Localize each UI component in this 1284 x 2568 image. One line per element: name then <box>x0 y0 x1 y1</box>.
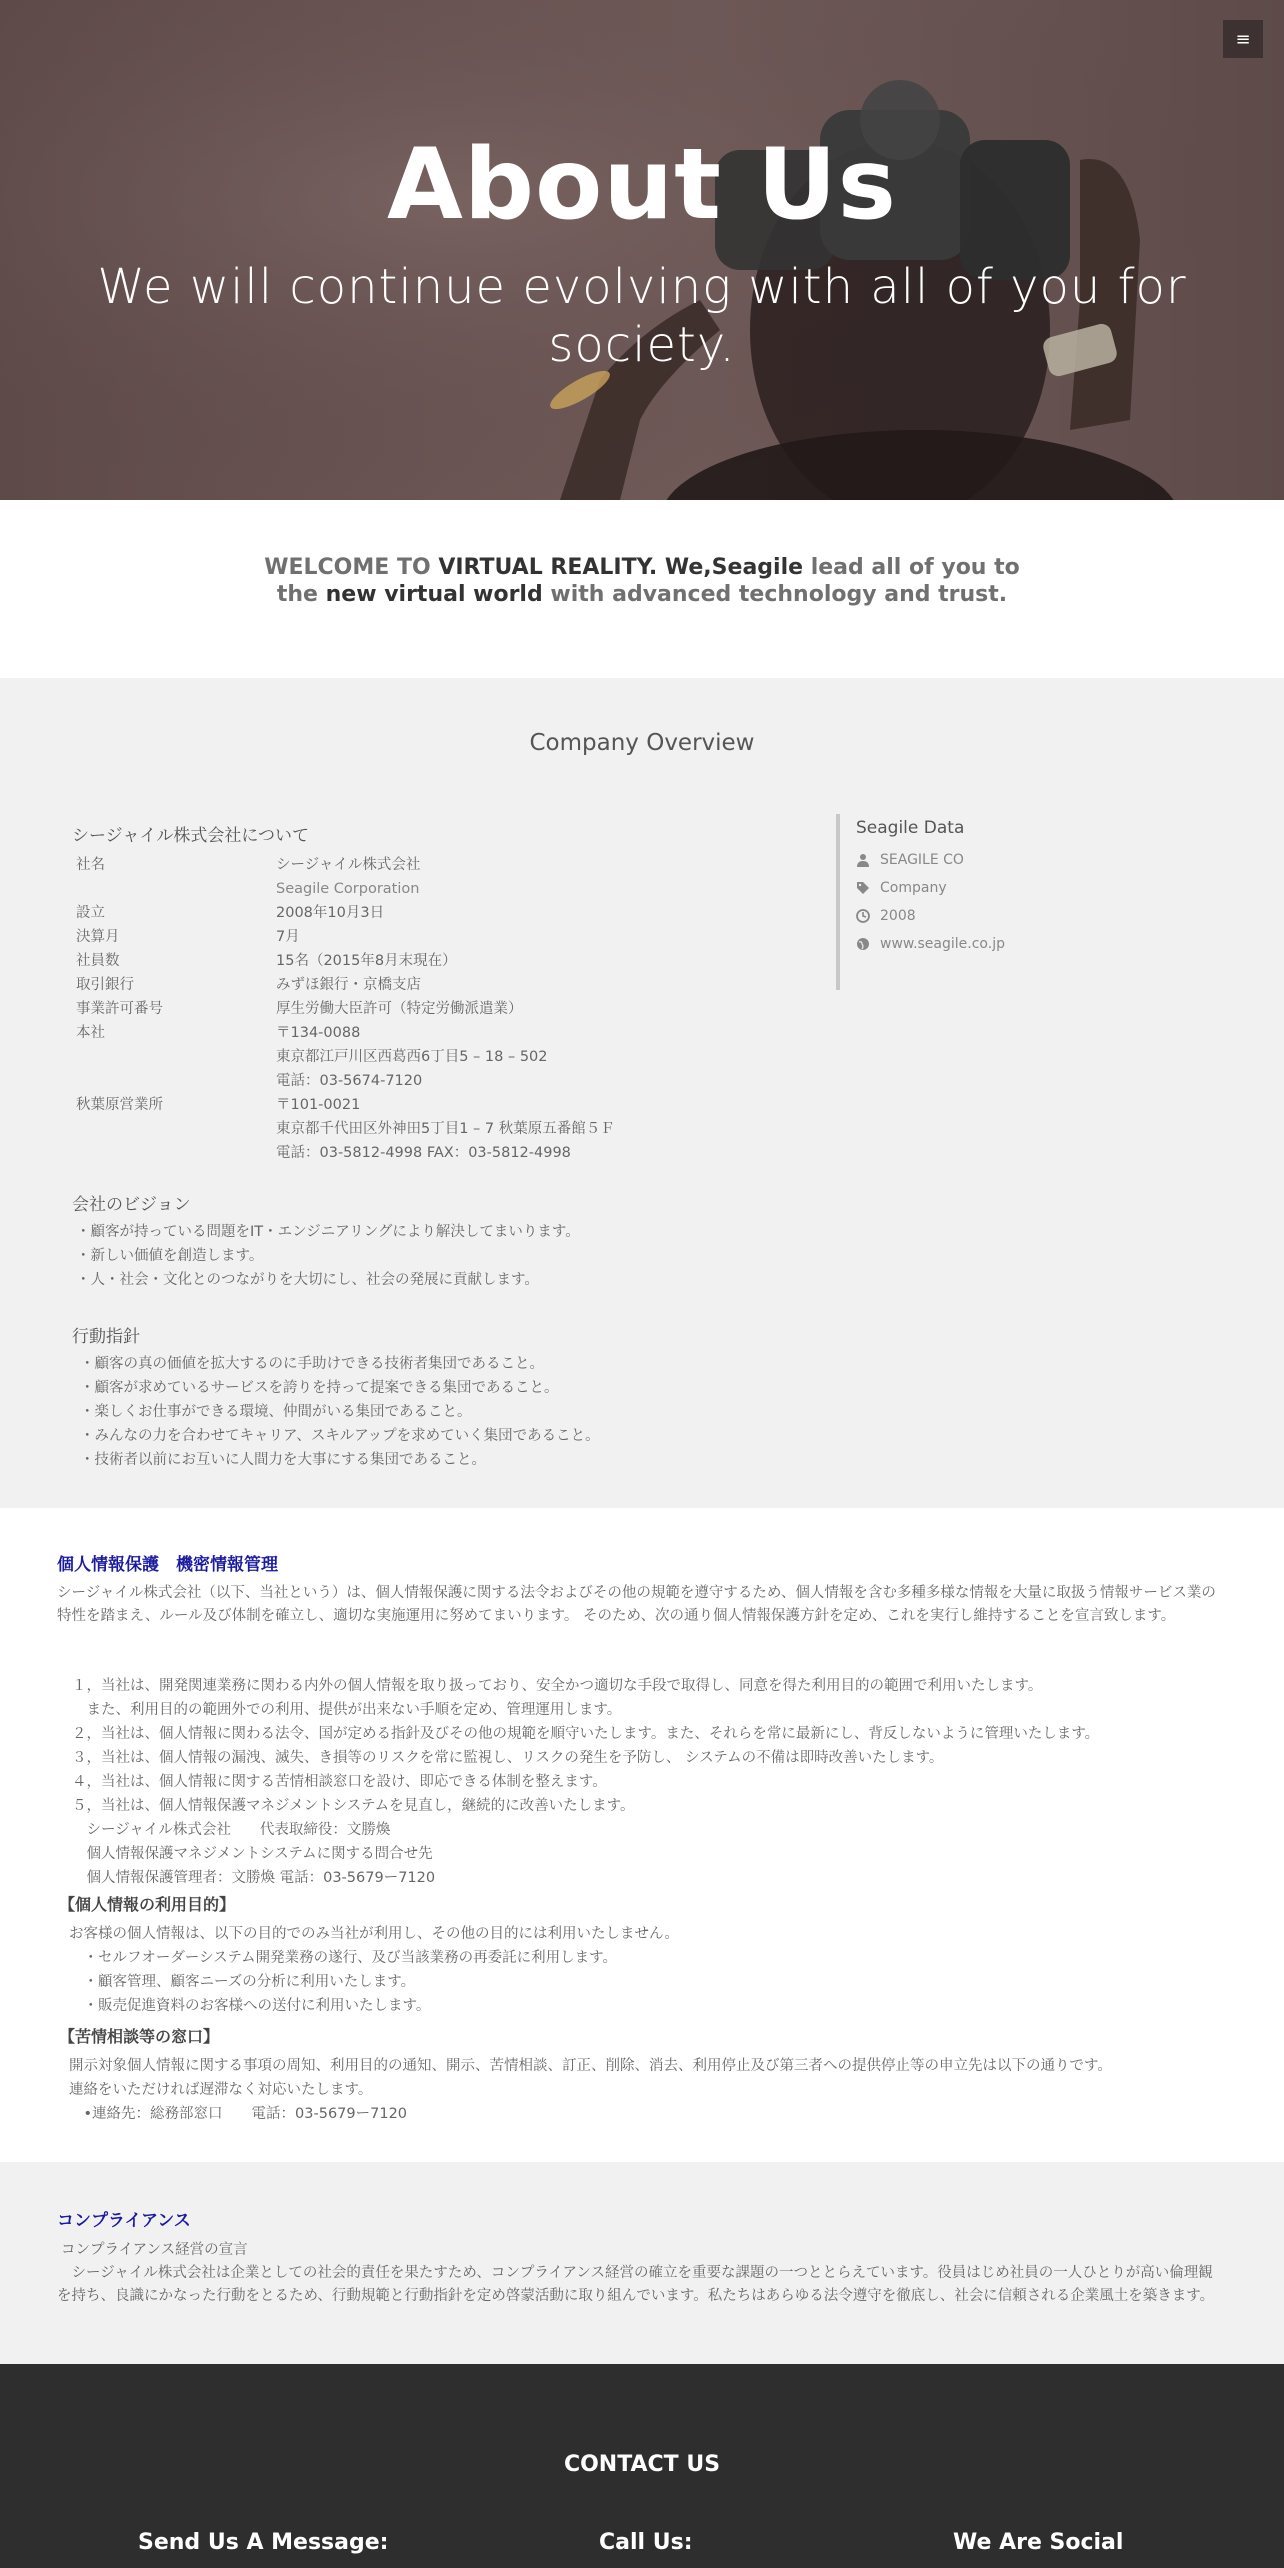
info-value: 15名（2015年8月末現在） <box>276 953 457 969</box>
info-label <box>76 877 276 901</box>
policy-item: １，当社は、開発関連業務に関わる内外の個人情報を取り扱っており、安全かつ適切な手段で取得し、同意を得た利用目的の範囲で利用いたします。 <box>72 1678 1043 1694</box>
hero-section <box>0 0 1284 500</box>
purpose-item: ・セルフオーダーシステム開発業務の遂行、及び当該業務の再委託に利用します。 <box>69 1950 617 1966</box>
info-value: 2008年10月3日 <box>276 905 385 921</box>
conduct-item: ・みんなの力を合わせてキャリア、スキルアップを求めていく集団であること。 <box>80 1428 600 1444</box>
privacy-heading: 個人情報保護 機密情報管理 <box>57 1555 278 1575</box>
compliance-heading: コンプライアンス <box>57 2211 191 2231</box>
tag-icon <box>856 881 870 895</box>
compliance-section <box>0 2162 1284 2364</box>
info-value: Seagile Corporation <box>276 881 420 897</box>
info-value: 厚生労働大臣許可（特定労働派遣業） <box>276 1001 523 1017</box>
globe-icon <box>856 937 870 951</box>
menu-button[interactable] <box>1223 20 1263 58</box>
info-label: 決算月 <box>76 929 120 945</box>
conduct-item: ・顧客が求めているサービスを誇りを持って提案できる集団であること。 <box>80 1380 559 1396</box>
privacy-intro: シージャイル株式会社（以下、当社という）は、個人情報保護に関する法令およびその他の規範を遵守するため、個人情報を含む多種多様な情報を大量に取扱う情報サービス業の特性を踏まえ、ルール及び体制を確立し、適切な実施運用に努めてまいります。 そのため、次の通り個人情報保護方針を定め、これを実行し維持することを宣言致します。 <box>57 1585 1216 1624</box>
footer <box>0 2364 1284 2568</box>
side-item-year <box>856 902 1076 930</box>
hamburger-icon: ≡ <box>1235 28 1251 50</box>
info-label: 設立 <box>76 905 105 921</box>
contact-window-list <box>69 2054 1229 2126</box>
purpose-heading: 【個人情報の利用目的】 <box>59 1895 236 1914</box>
info-row <box>76 1141 696 1165</box>
side-item-company <box>856 846 1076 874</box>
info-value: シージャイル株式会社 <box>276 857 421 873</box>
info-label: 社名 <box>76 857 105 873</box>
conduct-heading: 行動指針 <box>72 1327 140 1347</box>
clock-icon <box>856 909 870 923</box>
welcome-section <box>0 500 1284 678</box>
company-overview-section <box>0 678 1284 1508</box>
policy-item: ２，当社は、個人情報に関わる法令、国が定める指針及びその他の規範を順守いたします。また、それらを常に最新にし、背反しないように管理いたします。 <box>72 1726 1100 1742</box>
user-icon <box>856 853 870 867</box>
hero-photo <box>0 0 1284 500</box>
purpose-item: お客様の個人情報は、以下の目的でのみ当社が利用し、その他の目的には利用いたしません。 <box>69 1926 679 1942</box>
conduct-list <box>80 1352 600 1472</box>
info-row <box>76 997 696 1021</box>
info-row <box>76 1069 696 1093</box>
side-company: SEAGILE CO <box>880 852 964 868</box>
side-item-website[interactable] <box>856 930 1076 958</box>
welcome-part: WELCOME TO <box>264 555 439 580</box>
policy-item: ５，当社は、個人情報保護マネジメントシステムを見直し，継続的に改善いたします。 <box>72 1798 635 1814</box>
privacy-policy-list <box>72 1674 1222 1890</box>
info-label <box>76 1069 276 1093</box>
hero-subtitle: We will continue evolving with all of you for society. <box>97 259 1187 373</box>
contact-heading: CONTACT US <box>563 2452 721 2477</box>
info-label <box>76 1117 276 1141</box>
policy-item: ３，当社は、個人情報の漏洩、滅失、き損等のリスクを常に監視し、リスクの発生を予防し、 システムの不備は即時改善いたします。 <box>72 1750 944 1766</box>
side-year: 2008 <box>880 908 916 924</box>
policy-item: また、利用目的の範囲外での利用、提供が出来ない手順を定め、管理運用します。 <box>72 1702 622 1718</box>
company-info-table <box>76 853 696 1165</box>
info-row <box>76 877 696 901</box>
privacy-section <box>0 1508 1284 2162</box>
info-row <box>76 1093 696 1117</box>
info-row <box>76 925 696 949</box>
purpose-item: ・顧客管理、顧客ニーズの分析に利用いたします。 <box>69 1974 416 1990</box>
welcome-part: . We, <box>648 555 712 580</box>
policy-item: シージャイル株式会社 代表取締役：文勝煥 <box>72 1822 391 1838</box>
welcome-part: Seagile <box>711 555 804 580</box>
info-row <box>76 1117 696 1141</box>
info-value: みずほ銀行・京橋支店 <box>276 977 421 993</box>
page-title: About Us <box>387 128 897 242</box>
policy-item: ４，当社は、個人情報に関する苦情相談窓口を設け、即応できる体制を整えます。 <box>72 1774 607 1790</box>
welcome-part: new virtual world <box>325 582 543 607</box>
contact-window-heading: 【苦情相談等の窓口】 <box>59 2027 220 2046</box>
call-us-heading: Call Us: <box>599 2530 693 2555</box>
policy-item: 個人情報保護マネジメントシステムに関する問合せ先 <box>72 1846 433 1862</box>
info-row <box>76 901 696 925</box>
contact-item: •連絡先：総務部窓口 電話：03-5679ー7120 <box>69 2106 408 2122</box>
about-heading: シージャイル株式会社について <box>72 826 309 846</box>
purpose-item: ・販売促進資料のお客様への送付に利用いたします。 <box>69 1998 431 2014</box>
send-message-heading: Send Us A Message: <box>138 2530 389 2555</box>
conduct-item: ・楽しくお仕事ができる環境、仲間がいる集団であること。 <box>80 1404 472 1420</box>
info-label: 取引銀行 <box>76 977 134 993</box>
info-value: 電話：03-5812-4998 FAX：03-5812-4998 <box>276 1145 571 1161</box>
info-label: 社員数 <box>76 953 120 969</box>
vision-item: ・新しい価値を創造します。 <box>76 1248 264 1264</box>
social-heading: We Are Social <box>953 2530 1124 2555</box>
vision-item: ・顧客が持っている問題をIT・エンジニアリングにより解決してまいります。 <box>76 1224 580 1240</box>
info-value: 東京都千代田区外神田5丁目1 – 7 秋葉原五番館５Ｆ <box>276 1121 615 1137</box>
conduct-item: ・顧客の真の価値を拡大するのに手助けできる技術者集団であること。 <box>80 1356 544 1372</box>
side-type: Company <box>880 880 947 896</box>
info-value: 7月 <box>276 929 300 945</box>
info-label: 事業許可番号 <box>76 1001 163 1017</box>
info-label: 本社 <box>76 1025 105 1041</box>
website-link[interactable]: www.seagile.co.jp <box>880 936 1005 952</box>
compliance-subheading: コンプライアンス経営の宣言 <box>61 2242 248 2258</box>
vision-item: ・人・社会・文化とのつながりを大切にし、社会の発展に貢献します。 <box>76 1272 539 1288</box>
info-value: 東京都江戸川区西葛西6丁目5 – 18 – 502 <box>276 1049 548 1065</box>
info-value: 〒101-0021 <box>276 1097 361 1113</box>
section-title: Company Overview <box>529 730 755 756</box>
info-label <box>76 1141 276 1165</box>
side-title: Seagile Data <box>856 818 965 838</box>
welcome-text <box>262 554 1022 608</box>
vision-heading: 会社のビジョン <box>72 1195 191 1215</box>
purpose-list <box>69 1922 679 2018</box>
policy-item: 個人情報保護管理者：文勝煥 電話：03-5679ー7120 <box>72 1870 436 1886</box>
welcome-part: VIRTUAL REALITY <box>438 555 649 580</box>
welcome-part: lead all of you to the <box>276 555 1020 607</box>
info-row <box>76 853 696 877</box>
info-value: 電話：03-5674-7120 <box>276 1073 423 1089</box>
info-label: 秋葉原営業所 <box>76 1097 163 1113</box>
welcome-part: with advanced technology and trust. <box>542 582 1008 607</box>
side-item-type <box>856 874 1076 902</box>
info-row <box>76 1021 696 1045</box>
seagile-data-box <box>836 814 1076 990</box>
vision-list <box>76 1220 580 1292</box>
info-row <box>76 1045 696 1069</box>
compliance-body: シージャイル株式会社は企業としての社会的責任を果たすため、コンプライアンス経営の確立を重要な課題の一つととらえています。役員はじめ社員の一人ひとりが高い倫理観を持ち、良識にかなった行動をとるため、行動規範と行動指針を定め啓蒙活動に取り組んでいます。私たちはあらゆる法令遵守を徹底し、社会に信頼される企業風土を築きます。 <box>57 2265 1215 2304</box>
contact-item: 連絡をいただければ遅滞なく対応いたします。 <box>69 2082 373 2098</box>
contact-item: 開示対象個人情報に関する事項の周知、利用目的の通知、開示、苦情相談、訂正、削除、消去、利用停止及び第三者への提供停止等の申立先は以下の通りです。 <box>69 2058 1112 2074</box>
info-label <box>76 1045 276 1069</box>
conduct-item: ・技術者以前にお互いに人間力を大事にする集団であること。 <box>80 1452 486 1468</box>
info-row <box>76 949 696 973</box>
info-row <box>76 973 696 997</box>
info-value: 〒134-0088 <box>276 1025 361 1041</box>
